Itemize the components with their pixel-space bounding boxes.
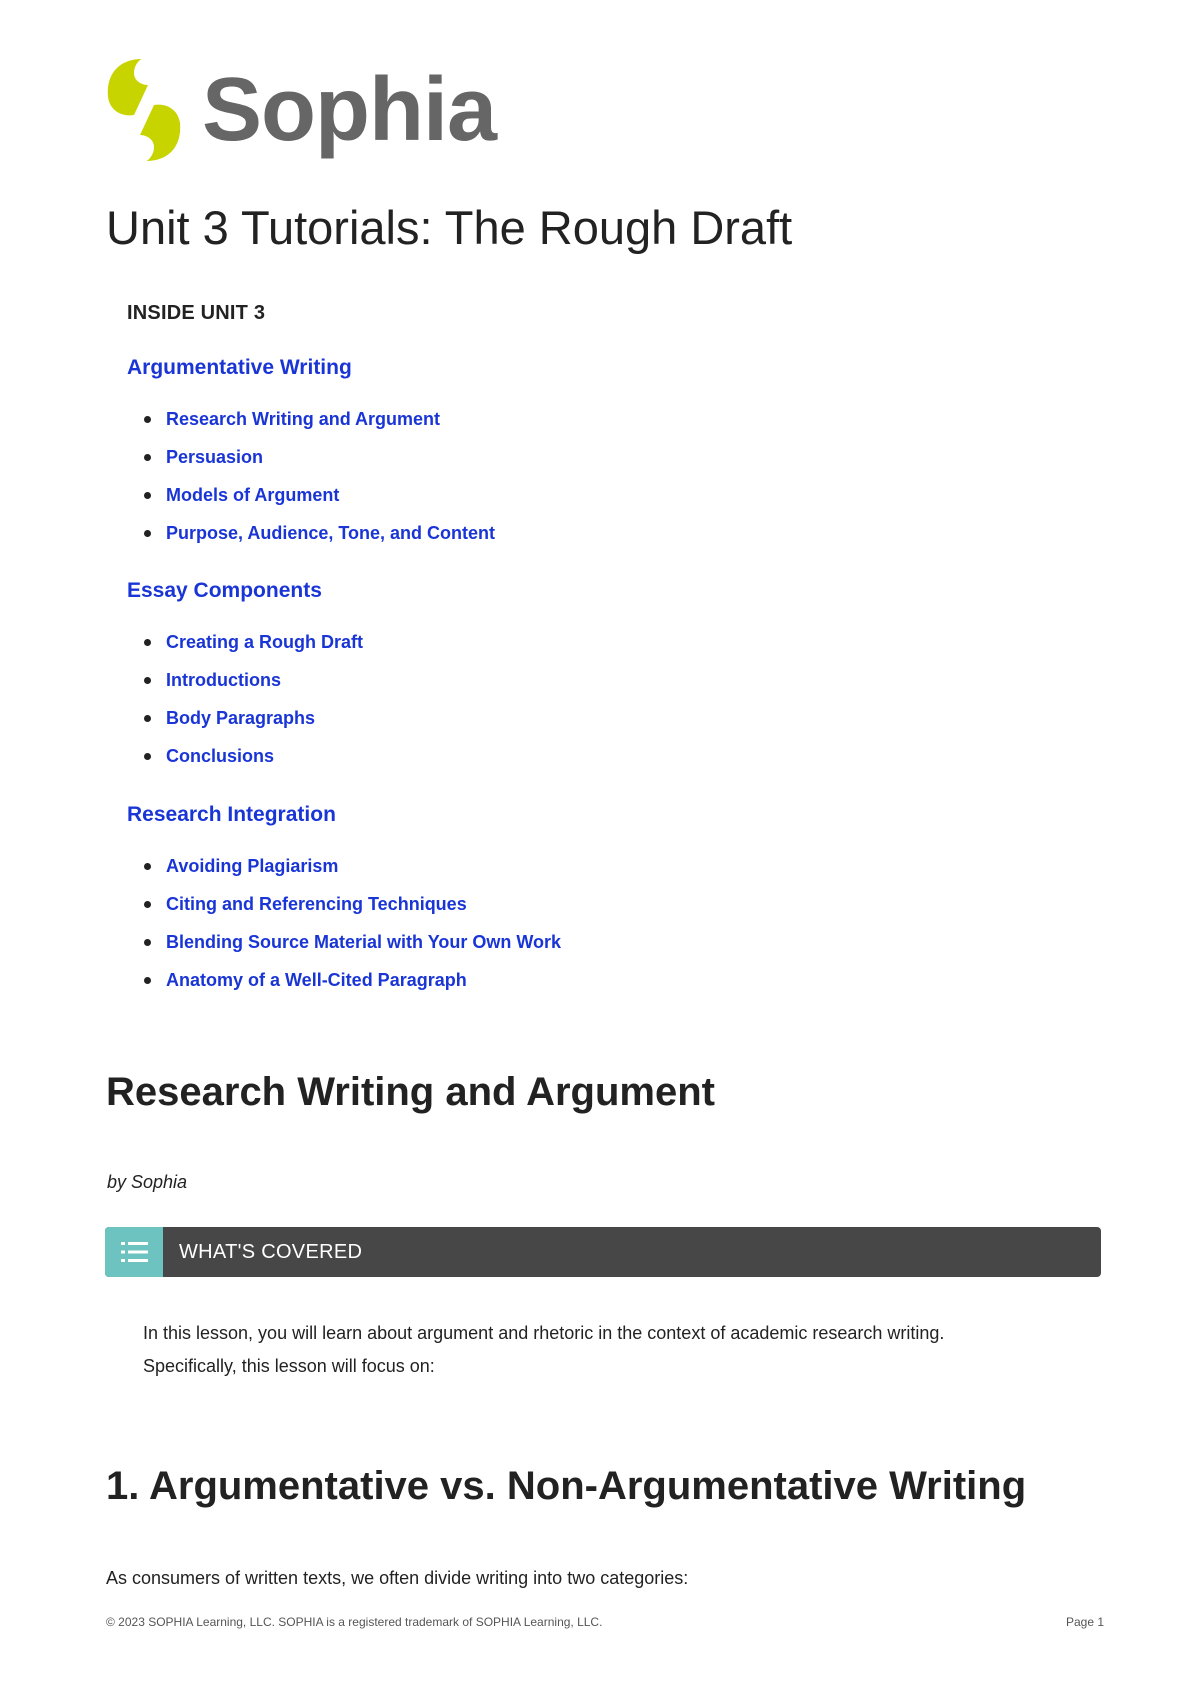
bullet-icon [144, 454, 151, 461]
toc-heading-essay-components[interactable]: Essay Components [127, 579, 322, 602]
toc-link-creating-a-rough-draft[interactable]: Creating a Rough Draft [166, 632, 364, 652]
toc-item [144, 930, 561, 968]
toc-link-persuasion[interactable]: Persuasion [166, 447, 264, 467]
whats-covered-line-2: Specifically, this lesson will focus on: [143, 1356, 435, 1376]
footer-copyright: © 2023 SOPHIA Learning, LLC. SOPHIA is a registered trademark of SOPHIA Learning, LLC. [106, 1615, 603, 1629]
whats-covered-banner [105, 1227, 1101, 1277]
toc-heading-argumentative-writing[interactable]: Argumentative Writing [127, 356, 352, 379]
sophia-s-mark-icon [104, 55, 184, 165]
bullet-icon [144, 715, 151, 722]
toc-list-research-integration [144, 854, 561, 1006]
toc-link-research-writing-and-argument[interactable]: Research Writing and Argument [166, 409, 441, 429]
toc-link-body-paragraphs[interactable]: Body Paragraphs [166, 708, 316, 728]
section-1-paragraph: As consumers of written texts, we often divide writing into two categories: [106, 1568, 689, 1588]
toc-item [144, 744, 363, 782]
page-title: Unit 3 Tutorials: The Rough Draft [106, 201, 793, 254]
toc-item [144, 854, 561, 892]
lesson-title: Research Writing and Argument [106, 1070, 715, 1114]
bullet-icon [144, 977, 151, 984]
section-1-heading: 1. Argumentative vs. Non-Argumentative Writing [106, 1464, 1027, 1508]
toc-item [144, 706, 363, 744]
toc-item [144, 483, 495, 521]
toc-link-conclusions[interactable]: Conclusions [166, 746, 275, 766]
toc-link-purpose-audience-tone-content[interactable]: Purpose, Audience, Tone, and Content [166, 523, 496, 543]
bullet-icon [144, 639, 151, 646]
whats-covered-text [143, 1317, 1083, 1383]
bullet-icon [144, 863, 151, 870]
bullet-icon [144, 530, 151, 537]
toc-item [144, 668, 363, 706]
whats-covered-icon-box [105, 1227, 163, 1277]
whats-covered-label: WHAT'S COVERED [179, 1241, 363, 1263]
sophia-logo [104, 55, 524, 165]
toc-link-anatomy-of-well-cited-paragraph[interactable]: Anatomy of a Well-Cited Paragraph [166, 970, 467, 990]
footer-page-number: Page 1 [1066, 1615, 1105, 1629]
toc-list-argumentative-writing [144, 407, 495, 559]
toc-label: INSIDE UNIT 3 [127, 302, 266, 324]
sophia-wordmark: Sophia [202, 60, 497, 160]
toc-item [144, 407, 495, 445]
toc-link-introductions[interactable]: Introductions [166, 670, 281, 690]
bullet-icon [144, 753, 151, 760]
toc-link-citing-and-referencing[interactable]: Citing and Referencing Techniques [166, 894, 467, 914]
bullet-icon [144, 677, 151, 684]
list-icon [105, 1227, 163, 1277]
bullet-icon [144, 901, 151, 908]
bullet-icon [144, 939, 151, 946]
toc-item [144, 521, 495, 559]
byline: by Sophia [107, 1172, 188, 1192]
toc-link-avoiding-plagiarism[interactable]: Avoiding Plagiarism [166, 856, 339, 876]
whats-covered-line-1: In this lesson, you will learn about argument and rhetoric in the context of academic research writing. [143, 1323, 945, 1343]
toc-list-essay-components [144, 630, 363, 782]
bullet-icon [144, 492, 151, 499]
toc-item [144, 892, 561, 930]
toc-item [144, 968, 561, 1006]
toc-link-blending-source-material[interactable]: Blending Source Material with Your Own Work [166, 932, 562, 952]
toc-item [144, 630, 363, 668]
toc-item [144, 445, 495, 483]
toc-heading-research-integration[interactable]: Research Integration [127, 803, 336, 826]
bullet-icon [144, 416, 151, 423]
toc-link-models-of-argument[interactable]: Models of Argument [166, 485, 340, 505]
